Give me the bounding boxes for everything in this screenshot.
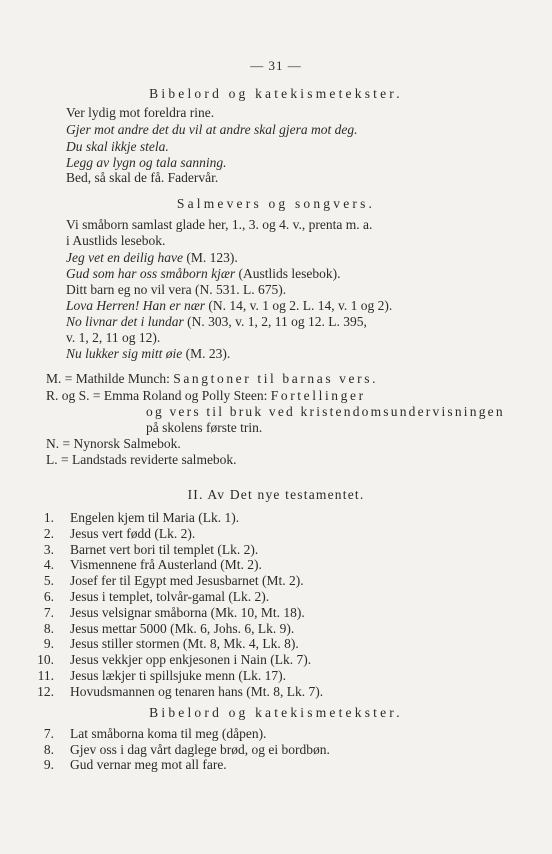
list-item-number: 2. — [43, 525, 54, 541]
text-line: i Austlids lesebok. — [66, 233, 166, 248]
abbr-label: R. og S. = Emma Roland og Polly Steen: — [46, 388, 268, 403]
list-item-number: 3. — [43, 541, 54, 557]
list-item: Hovudsmannen og tenaren hans (Mt. 8, Lk. 7). — [70, 683, 324, 699]
list-item: Jesus i templet, tolvår-gamal (Lk. 2). — [70, 589, 270, 604]
text-line — [66, 298, 392, 314]
list-item: Josef fer til Egypt med Jesusbarnet (Mt. 2). — [70, 573, 304, 589]
section-heading-salmevers: Salmevers og songvers. — [176, 196, 376, 211]
list-item-number: 1. — [43, 510, 54, 525]
hymn-ref: (M. 123). — [186, 250, 238, 265]
abbr-title: Fortellinger — [270, 388, 366, 403]
list-item-number: 12. — [37, 683, 54, 699]
text-line — [66, 250, 238, 266]
text-line: Ditt barn eg no vil vera (N. 531. L. 675). — [66, 282, 287, 297]
list-item-number: 10. — [37, 652, 54, 668]
list-item-number: 7. — [43, 604, 54, 620]
abbr-cont-spaced: og vers til bruk ved kristendomsundervisningen — [146, 404, 505, 419]
list-item-number: 7. — [43, 726, 54, 741]
text-line: Gjer mot andre det du vil at andre skal gjera mot deg. — [66, 122, 358, 137]
abbreviation-r-og-s — [46, 388, 366, 404]
text-line — [66, 346, 230, 362]
list-item-number: 9. — [43, 757, 54, 772]
list-item: Lat småborna koma til meg (dåpen). — [70, 726, 267, 741]
list-item: Jesus mettar 5000 (Mk. 6, Johs. 6, Lk. 9). — [70, 620, 295, 636]
text-line: v. 1, 2, 11 og 12). — [66, 330, 161, 345]
abbr-title: Sangtoner til barnas vers. — [173, 371, 379, 386]
text-line: Bed, så skal de få. Fadervår. — [66, 170, 219, 185]
hymn-title: No livnar det i lundar — [66, 314, 184, 329]
hymn-ref: (Austlids lesebok). — [238, 266, 341, 281]
hymn-title: Lova Herren! Han er nær — [66, 298, 205, 313]
hymn-title: Nu lukker sig mitt øie — [66, 346, 183, 361]
hymn-title: Gud som har oss småborn kjær — [66, 266, 236, 281]
list-item: Engelen kjem til Maria (Lk. 1). — [70, 510, 240, 525]
list-item-number: 9. — [43, 636, 54, 652]
text-line: Du skal ikkje stela. — [66, 139, 169, 154]
list-item-number: 5. — [43, 573, 54, 589]
list-item: Gud vernar meg mot all fare. — [70, 757, 227, 772]
text-line: Vi småborn samlast glade her, 1., 3. og 4. v., prenta m. a. — [66, 217, 373, 232]
abbr-label: M. = Mathilde Munch: — [46, 371, 170, 386]
list-item: Jesus velsignar småborna (Mk. 10, Mt. 18). — [70, 604, 305, 620]
text-line — [66, 266, 341, 282]
list-item: Vismennene frå Austerland (Mt. 2). — [70, 557, 262, 573]
list-item-number: 8. — [43, 620, 54, 636]
list-item: Jesus vert fødd (Lk. 2). — [70, 525, 196, 541]
page-number: — 31 — — [250, 58, 302, 73]
section-heading-bibelord: Bibelord og katekismetekster. — [149, 86, 403, 101]
list-item-number: 4. — [43, 557, 54, 573]
list-item: Gjev oss i dag vårt daglege brød, og ei bordbøn. — [70, 741, 330, 757]
abbreviation-m — [46, 371, 378, 387]
list-item: Jesus stiller stormen (Mt. 8, Mk. 4, Lk. 8). — [70, 636, 299, 652]
hymn-title: Jeg vet en deilig have — [66, 250, 183, 265]
text-line: Legg av lygn og tala sanning. — [66, 155, 227, 170]
abbr-continuation — [146, 404, 505, 420]
hymn-ref: (N. 303, v. 1, 2, 11 og 12. L. 395, — [187, 314, 367, 329]
list-item: Barnet vert bori til templet (Lk. 2). — [70, 541, 259, 557]
abbreviation-n: N. = Nynorsk Salmebok. — [46, 436, 181, 451]
list-item-number: 11. — [37, 668, 54, 683]
section-heading-nye-testamentet: II. Av Det nye testamentet. — [187, 487, 365, 502]
list-item: Jesus vekkjer opp enkjesonen i Nain (Lk. 7). — [70, 652, 312, 668]
list-item-number: 6. — [43, 589, 54, 604]
abbr-continuation: på skolens første trin. — [146, 420, 263, 435]
text-line: Ver lydig mot foreldra rine. — [66, 105, 215, 120]
list-item: Jesus lækjer ti spillsjuke menn (Lk. 17). — [70, 668, 286, 683]
hymn-ref: (M. 23). — [185, 346, 231, 361]
section-heading-bibelord-2: Bibelord og katekismetekster. — [149, 705, 403, 720]
list-item-number: 8. — [43, 741, 54, 757]
hymn-ref: (N. 14, v. 1 og 2. L. 14, v. 1 og 2). — [208, 298, 393, 313]
abbreviation-l: L. = Landstads reviderte salmebok. — [46, 452, 237, 467]
text-line — [66, 314, 367, 330]
